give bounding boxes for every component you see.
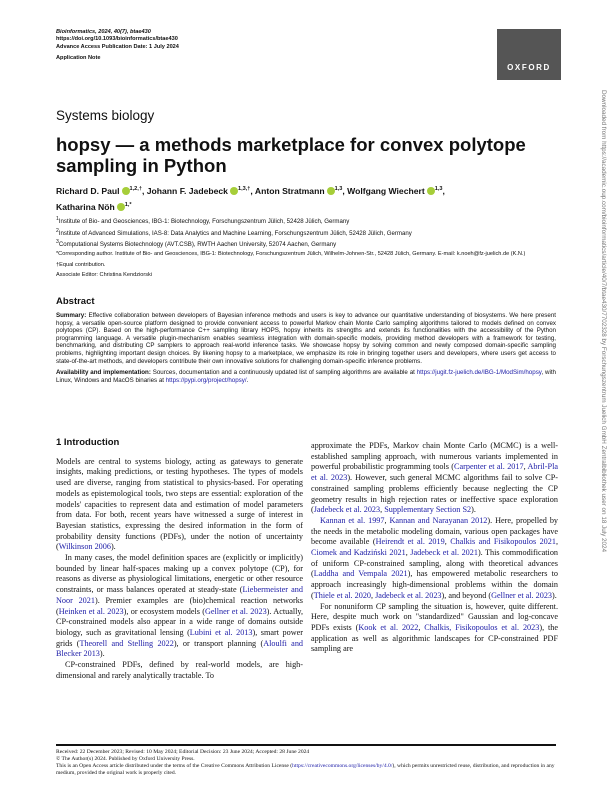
text: In many cases, the model definition spaces are (explicitly or implicitly) bounded by linear half-spaces making up a convex polytope (CP), for reasons as diverse as physiological limitations, energetic or other resource constraints, or mass balances operated at steady-state ( <box>56 553 303 595</box>
citation-link[interactable]: Heinken et al. 2023 <box>58 606 124 616</box>
download-watermark <box>598 90 608 710</box>
text: ). <box>110 542 116 552</box>
text: For nonuniform CP sampling the situation is, however, quite different. Here, despite much work on "standardized" Gaussian and log-concave PDFs exists ( <box>311 601 558 632</box>
text: , <box>555 537 559 547</box>
journal-citation: Bioinformatics, 2024, 40(7), btae430 <box>56 29 151 35</box>
article-meta <box>56 29 179 62</box>
text: , <box>418 622 425 632</box>
orcid-icon[interactable] <box>427 187 435 195</box>
source-link[interactable]: https://jugit.fz-juelich.de/IBG-1/ModSim/hopsy <box>416 369 542 377</box>
citation-link[interactable]: Theorell and Stelling 2022 <box>79 638 174 648</box>
summary-text: Effective collaboration between developers of Bayesian inference methods and users is key to advance our quantitative understanding of biosystems. We here present hopsy, a versatile open-source platform designed to provide convenient access to powerful Markov chain Monte Carlo sampling algorithms tailored to models defined on convex polytopes (CP). Based on the high-performance C++ sampling library HOPS, hopsy inherits its strengths and extends its functionalities with the accessibility of the Python programming language. A versatile plugin-mechanism enables seamless integration with domain-specific models, providing method developers with a framework for testing, benchmarking, and distributing CP samplers to approach real-world inference tasks. We showcase hopsy by solving common and newly composed domain-specific sampling problems, highlighting important design choices. By likening hopsy to a marketplace, we emphasize its role in bringing together users and developers, where users get access to state-of-the-art methods, and developers contribute their own innovative solutions for challenging domain-specific inference problems. <box>56 312 556 365</box>
license <box>56 763 556 777</box>
paragraph <box>311 602 558 656</box>
doi-link[interactable]: https://doi.org/10.1093/bioinformatics/btae430 <box>56 36 178 43</box>
citation-link[interactable]: Ciomek and Kadziński 2021 <box>311 548 406 558</box>
abstract-heading: Abstract <box>56 296 95 307</box>
paragraph <box>56 553 303 660</box>
section-tag: Systems biology <box>56 108 155 123</box>
author-sep: , <box>342 185 348 196</box>
availability-text: Sources, documentation and a continuously updated list of sampling algorithms are available at <box>150 369 417 377</box>
abstract-availability <box>56 369 556 384</box>
affiliation-text: Computational Systems Biotechnology (AVT.CSB), RWTH Aachen University, 52074 Aachen, Germany <box>58 241 337 249</box>
equal-contribution-note: †Equal contribution. <box>56 261 106 268</box>
affiliation-number: 1 <box>56 216 59 222</box>
citation-link[interactable]: Chalkis and Fisikopoulos 2021 <box>450 537 556 547</box>
text: ), which permits unrestricted reuse, distribution, and reproduction in any medium, provided the original work is properly cited. <box>56 763 555 776</box>
text: Models are central to systems biology, acting as gateways to generate insights, making predictions, or testing hypotheses. The types of models used are diverse, ranging from statistical to physics-based. For operating models as epistemological tools, two steps are essential: exploration of the models' capacities to represent data and estimation of model parameters from data. For both, recent years have witnessed a surge of interest in Bayesian statistics, expressing the desired information in the form of probability density functions (PDFs), under the notion of uncertainty ( <box>56 456 303 552</box>
author-name: Wolfgang Wiechert <box>347 185 425 196</box>
author[interactable] <box>347 186 445 196</box>
received-dates: Received: 22 December 2023; Revised: 10 May 2024; Editorial Decision: 23 June 2024; Accepted: 28 June 2024 <box>56 749 310 755</box>
author-name: Johann F. Jadebeck <box>146 185 228 196</box>
author-affil: 1,2,† <box>129 186 142 192</box>
text: , <box>405 548 411 558</box>
article-type: Application Note <box>56 54 101 61</box>
text: approximate the PDFs, Markov chain Monte Carlo (MCMC) is a well-established sampling approach, with numerous variants implemented in powerful probabilistic programming tools ( <box>311 441 558 472</box>
corresponding-author: *Corresponding author. Institute of Bio- and Geosciences, IBG-1: Biotechnology, Forschungszentrum Jülich, Wilhelm-Johnen-Str., 52428 Jülich, Germany. E-mail: k.noeh@fz-juelich.de (K.N.) <box>56 251 526 257</box>
author-name: Anton Stratmann <box>254 185 325 196</box>
citation-link[interactable]: Jadebeck et al. 2023 <box>313 505 381 515</box>
author[interactable] <box>56 202 132 212</box>
citation-link[interactable]: Abril-Pla et al. 2023 <box>311 462 558 483</box>
citation-link[interactable]: Gellner et al. 2023 <box>491 590 553 600</box>
correspondence-block <box>56 251 556 283</box>
text: ). However, such general MCMC algorithms fail to solve CP-constrained sampling problems efficiently because neglecting the CP geometry results in high rejection rates or ineffective space exploration ( <box>311 473 558 515</box>
author[interactable] <box>255 186 347 196</box>
watermark-text: Downloaded from https://academic.oup.com/bioinformatics/article/40/7/btae430/7702328 by Forschungszentrum Juelich GmbH Zentralbibliothek user on 18 July 2024 <box>600 90 607 553</box>
orcid-icon[interactable] <box>117 203 125 211</box>
citation-link[interactable]: Kannan and Narayanan 2012 <box>389 515 488 525</box>
affiliation <box>56 215 556 227</box>
body-column-left <box>56 438 303 681</box>
availability-text: , with Linux, Windows and MacOS binaries at <box>56 369 556 384</box>
text: , <box>523 462 528 472</box>
text: ). <box>552 590 557 600</box>
citation-link[interactable]: Supplementary Section S2 <box>384 505 472 515</box>
paragraph <box>56 457 303 553</box>
text: ), the application as well as algorithmic landscapes for CP-constrained PDF sampling are <box>311 622 558 654</box>
publication-date: Advance Access Publication Date: 1 July 2024 <box>56 43 179 50</box>
text: , <box>444 537 451 547</box>
logo-text: OXFORD <box>507 63 551 72</box>
oxford-logo <box>497 29 561 80</box>
citation-link[interactable]: Heirendt et al. 2019 <box>375 537 445 547</box>
paper-title: hopsy — a methods marketplace for convex polytope sampling in Python <box>56 134 526 176</box>
text: ), has empowered metabolic researchers to approach increasingly high-dimensional problems within the domain ( <box>311 569 558 600</box>
abstract-body <box>56 312 556 388</box>
text: ). Actually, CP-constrained models also appear in a wide range of domains outside biology, such as gravitational lensing ( <box>56 606 304 637</box>
author-name: Richard D. Paul <box>56 185 120 196</box>
orcid-icon[interactable] <box>230 187 238 195</box>
author-affil: 1,3 <box>334 186 343 192</box>
citation-link[interactable]: Wilkinson 2006 <box>58 542 111 552</box>
author-sep: , <box>442 185 445 196</box>
author-sep: , <box>141 185 147 196</box>
text: , <box>380 505 385 515</box>
text: This is an Open Access article distributed under the terms of the Creative Commons Attribution License ( <box>56 763 293 769</box>
footer-divider <box>56 744 556 746</box>
citation-link[interactable]: Jadebeck et al. 2023 <box>375 590 442 600</box>
text: ). Premier examples are (bio)chemical reaction networks ( <box>56 595 303 616</box>
text: ). This commodification of uniform CP-constrained sampling, along with theoretical advances ( <box>311 548 559 579</box>
paragraph <box>311 516 558 602</box>
author-affil: 1,3,† <box>237 186 251 192</box>
summary-label: Summary: <box>56 312 87 319</box>
author-list <box>56 182 596 214</box>
citation-link[interactable]: Jadebeck et al. 2021 <box>410 548 478 558</box>
orcid-icon[interactable] <box>327 187 335 195</box>
orcid-icon[interactable] <box>122 187 130 195</box>
text: ), or transport planning ( <box>173 638 264 648</box>
availability-text: . <box>246 376 249 384</box>
affiliation <box>56 238 556 250</box>
citation-link[interactable]: Aloulfi and Blecker 2013 <box>56 638 304 659</box>
citation-link[interactable]: Laddha and Vempala 2021 <box>313 569 408 579</box>
affiliation-number: 3 <box>56 239 59 246</box>
body-column-right <box>311 441 558 655</box>
citation-link[interactable]: Kannan et al. 1997 <box>320 515 385 525</box>
text: , <box>371 590 376 600</box>
affiliation <box>56 227 556 239</box>
text: ), or ecosystem models ( <box>123 606 205 616</box>
author-affil: 1,3 <box>434 186 443 192</box>
abstract-summary <box>56 312 556 365</box>
text: ), smart power grids ( <box>56 627 303 648</box>
author-name: Katharina Nöh <box>56 201 115 212</box>
citation-link[interactable]: Carpenter et al. 2017 <box>454 462 524 472</box>
citation-link[interactable]: Kook et al. 2022 <box>358 622 419 632</box>
pypi-link[interactable]: https://pypi.org/project/hopsy/ <box>165 376 247 384</box>
author-affil: 1,* <box>124 201 132 208</box>
paragraph <box>311 441 558 516</box>
paragraph: CP-constrained PDFs, defined by real-world models, are high-dimensional and rarely analytically tractable. To <box>56 660 303 680</box>
footer <box>56 749 556 777</box>
text: ). Here, propelled by the needs in the metabolic modeling domain, various open packages have become available ( <box>311 515 559 547</box>
affiliation-text: Institute of Advanced Simulations, IAS-8: Data Analytics and Machine Learning, Forschungszentrum Jülich, 52428 Jülich, Germany <box>58 229 412 237</box>
copyright: © The Author(s) 2024. Published by Oxford University Press. <box>56 756 195 762</box>
affiliations <box>56 215 556 250</box>
affiliation-text: Institute of Bio- and Geosciences, IBG-1: Biotechnology, Forschungszentrum Jülich, 52428 Jülich, Germany <box>58 218 350 226</box>
author[interactable] <box>147 186 255 196</box>
availability-label: Availability and implementation: <box>56 369 151 377</box>
license-link[interactable]: https://creativecommons.org/licenses/by/4.0/ <box>292 763 393 769</box>
text: , <box>384 515 390 525</box>
intro-heading: 1 Introduction <box>56 437 120 448</box>
author[interactable] <box>56 186 147 196</box>
associate-editor: Associate Editor: Christina Kendziorski <box>56 272 153 278</box>
citation-link[interactable]: Lubini et al. 2013 <box>189 627 253 637</box>
author-sep: , <box>250 185 255 196</box>
affiliation-number: 2 <box>56 227 59 234</box>
text: ), and beyond ( <box>441 590 492 600</box>
citation-link[interactable]: Gellner et al. 2023 <box>204 606 267 616</box>
text: ). <box>471 505 476 515</box>
citation-link[interactable]: Thiele et al. 2020 <box>313 590 372 600</box>
citation-link[interactable]: Liebermeister and Noor 2021 <box>56 585 303 605</box>
text: ). <box>99 649 105 659</box>
citation-link[interactable]: Chalkis, Fisikopoulos et al. 2023 <box>424 622 540 632</box>
